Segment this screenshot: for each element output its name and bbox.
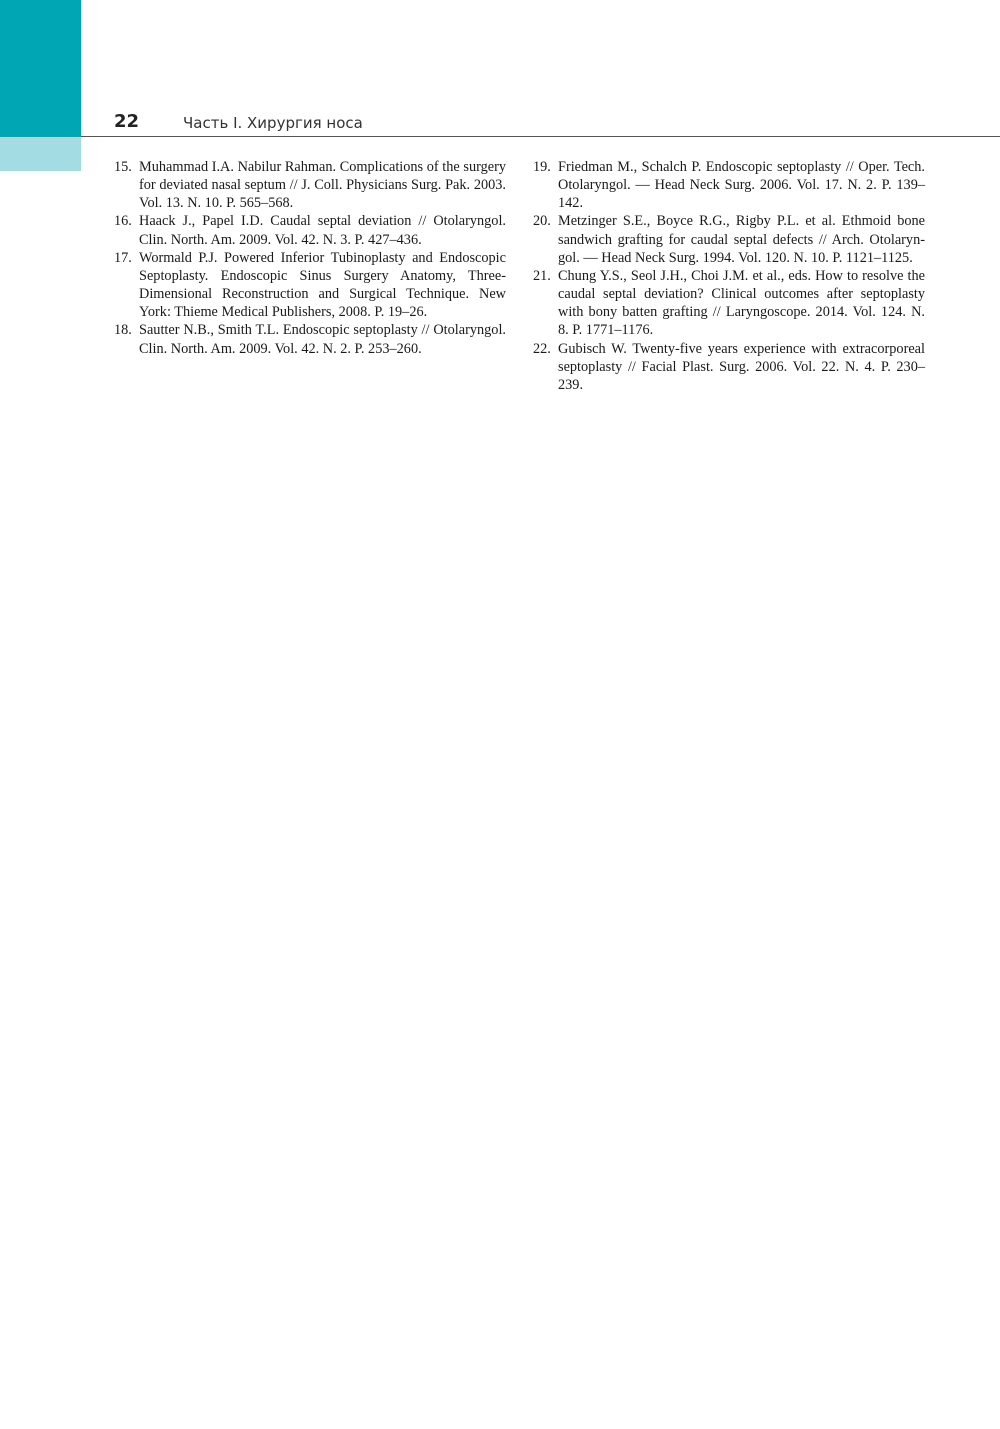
reference-text: Chung Y.S., Seol J.H., Choi J.M. et al., eds. How to resolve the caudal septal deviation? Clinical outcomes after septoplasty with bony batten grafting // Laryngoscope. 2014. Vol. 124. N. 8. P. 1771–1176.	[558, 267, 925, 339]
reference-text: Metzinger S.E., Boyce R.G., Rigby P.L. et al. Ethmoid bone sandwich grafting for caudal septal defects // Arch. Otolaryngol. — Head Neck Surg. 1994. Vol. 120. N. 10. P. 1121–1125.	[558, 213, 925, 266]
reference-number: 21.	[533, 267, 551, 284]
page-number: 22	[114, 111, 140, 132]
reference-number: 16.	[114, 213, 132, 230]
reference-number: 22.	[533, 340, 551, 357]
reference-text: Haack J., Papel I.D. Caudal septal deviation // Otolaryngol. Clin. North. Am. 2009. Vol. 42. N. 3. P. 427–436.	[139, 213, 506, 248]
reference-item	[114, 249, 506, 322]
reference-item	[114, 321, 506, 357]
reference-number: 15.	[114, 159, 132, 175]
chapter-tab	[0, 0, 81, 137]
reference-item	[533, 340, 925, 394]
reference-text: Sautter N.B., Smith T.L. Endoscopic septoplasty // Otolaryngol. Clin. North. Am. 2009. Vol. 42. N. 2. P. 253–260.	[139, 322, 506, 357]
reference-number: 20.	[533, 213, 551, 230]
reference-item	[533, 212, 925, 266]
reference-item	[533, 158, 925, 212]
reference-number: 19.	[533, 159, 551, 175]
reference-text: Muhammad I.A. Nabilur Rahman. Complications of the surgery for deviated nasal septum // J. Coll. Physicians Surg. Pak. 2003. Vol. 13. N. 10. P. 565–568.	[139, 159, 506, 212]
reference-number: 18.	[114, 322, 132, 339]
reference-text: Gubisch W. Twenty-five years experience with extracorporeal septoplasty // Facial Plast. Surg. 2006. Vol. 22. N. 4. P. 230–239.	[558, 340, 925, 393]
reference-item	[114, 158, 506, 212]
reference-item	[533, 267, 925, 340]
header-divider	[81, 136, 1000, 137]
reference-number: 17.	[114, 249, 132, 266]
chapter-tab-accent	[0, 137, 81, 171]
reference-text: Wormald P.J. Powered Inferior Tubinoplasty and Endoscopic Septoplasty. Endoscopic Sinus Surgery Anatomy, Three-Dimensional Reconstruction and Surgical Technique. New York: Thieme Medical Publishers, 2008. P. 19–26.	[139, 249, 506, 321]
references-right-column	[533, 158, 925, 394]
running-title: Часть I. Хирургия носа	[183, 114, 363, 132]
reference-item	[114, 212, 506, 248]
references-left-column	[114, 158, 506, 358]
reference-text: Friedman M., Schalch P. Endoscopic septoplasty // Oper. Tech. Otolaryngol. — Head Neck Surg. 2006. Vol. 17. N. 2. P. 139–142.	[558, 159, 925, 212]
